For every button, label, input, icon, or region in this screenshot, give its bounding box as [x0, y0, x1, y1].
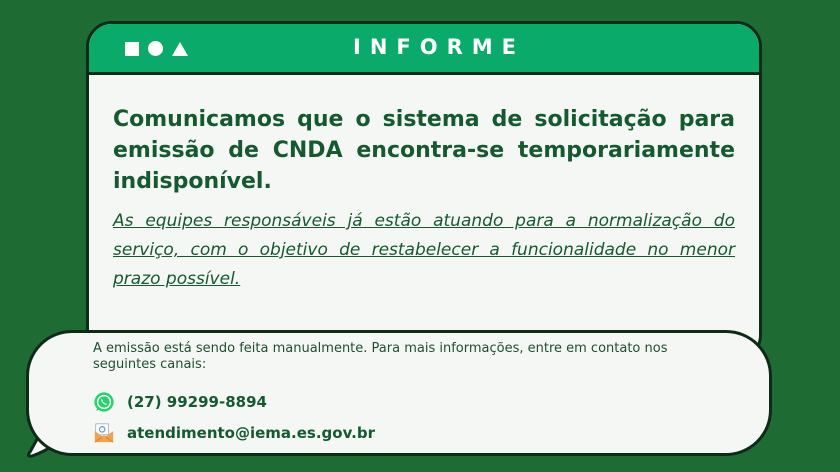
phone-contact[interactable] — [93, 391, 267, 413]
notice-header — [89, 24, 759, 75]
notice-headline: Comunicamos que o sistema de solicitação para emissão de CNDA encontra-se temporariamente indisponível. — [113, 107, 735, 194]
contact-bubble — [26, 330, 772, 456]
phone-number: (27) 99299-8894 — [127, 393, 267, 411]
email-address: atendimento@iema.es.gov.br — [127, 424, 375, 442]
notice-title: INFORME — [353, 35, 525, 59]
email-icon — [93, 422, 115, 444]
whatsapp-icon — [93, 391, 115, 413]
notice-subtext: As equipes responsáveis já estão atuando para a normalização do serviço, com o objetivo de restabelecer a funcionalidade no menor prazo possível. — [113, 211, 735, 289]
contact-intro: A emissão está sendo feita manualmente. Para mais informações, entre em contato nos seguintes canais: — [93, 341, 668, 372]
notice-card — [86, 21, 762, 361]
email-contact[interactable] — [93, 422, 375, 444]
